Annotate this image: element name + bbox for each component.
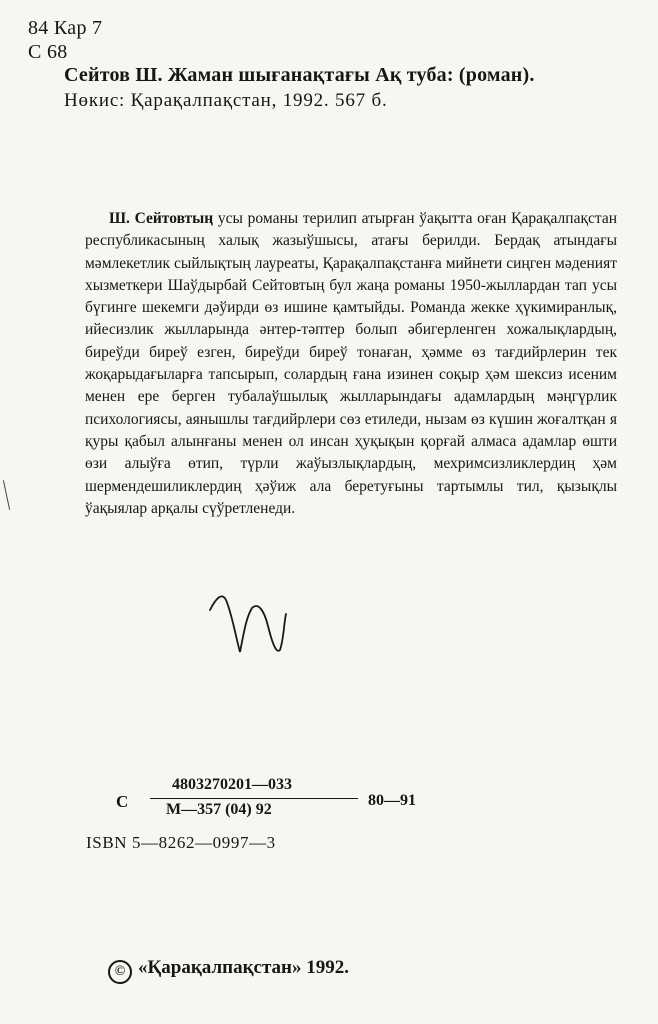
annotation-author: Ш. Сейтовтың — [109, 210, 214, 227]
annotation-text: усы романы терилип атырған ўақытта оған Қарақалпақстан республикасының халық жазыўшысы, атағы берилди. Бердақ атындағы мәмлекетлик сыйлықтың лауреаты, Қарақалпақстанға мийнети сиңген мәденият хызметкери Шаўдырбай Сейтовтың бул жаңа романы 1950-жыллардан тап усы бүгинге шекемги дәўирди өз ишине қамтыйды. Романда жекке ҳүкимиранлық, ийесизлик жылларында әнтер-тәптер болып әбигерленген хожалықлардың, бирeўди биреў езген, биреўди биреў тонаған, ҳәмме өз тағдийрлерин тек жоқарыдағыларға тапсырып, солардың ғана изинен соқыр ҳәм шексиз исеним менен ере берген тубалаўшылық жылларындағы адамлардың мәңгүрлик психологиясы, аянышлы тағдийрлери сөз етиледи, нызам өз күшин жоғалтқан я қуры қабыл алынғаны менен ол инсан ҳуқықын қорғай алмаса адамлар өшти өзи алыўға өтип, түрли жаўызлықлардың, мехримсизликлердиң ҳәм шермендешиликлердиң ҳәўиж ала беретуғыны тартымлы тил, қызықлы ўақыялар арқалы сүўретленеди. — [85, 210, 617, 517]
publication-code — [116, 776, 456, 836]
code-fraction-rule — [150, 798, 358, 799]
catalog-bbk-code: 84 Кар 7 — [28, 17, 103, 39]
code-letter: С — [116, 792, 129, 811]
code-denominator: М—357 (04) 92 — [166, 801, 272, 818]
copyright-line — [108, 957, 349, 984]
copyright-text: «Қарақалпақстан» 1992. — [138, 957, 349, 978]
bib-publisher-line: Нөкис: Қарақалпақстан, 1992. 567 б. — [64, 90, 388, 111]
margin-mark — [3, 480, 10, 510]
library-catalog-index — [28, 16, 102, 64]
handwritten-signature — [206, 588, 302, 658]
book-annotation — [85, 208, 617, 520]
isbn-number: ISBN 5—8262—0997—3 — [86, 833, 276, 852]
code-price-index: 80—91 — [368, 792, 416, 809]
bibliographic-record — [64, 62, 648, 114]
code-numerator: 4803270201—033 — [172, 776, 292, 793]
catalog-author-code: С 68 — [28, 41, 68, 63]
bib-title-line: Сейтов Ш. Жаман шығанақтағы Ақ туба: (роман). — [64, 64, 535, 86]
copyright-icon: © — [108, 960, 132, 984]
